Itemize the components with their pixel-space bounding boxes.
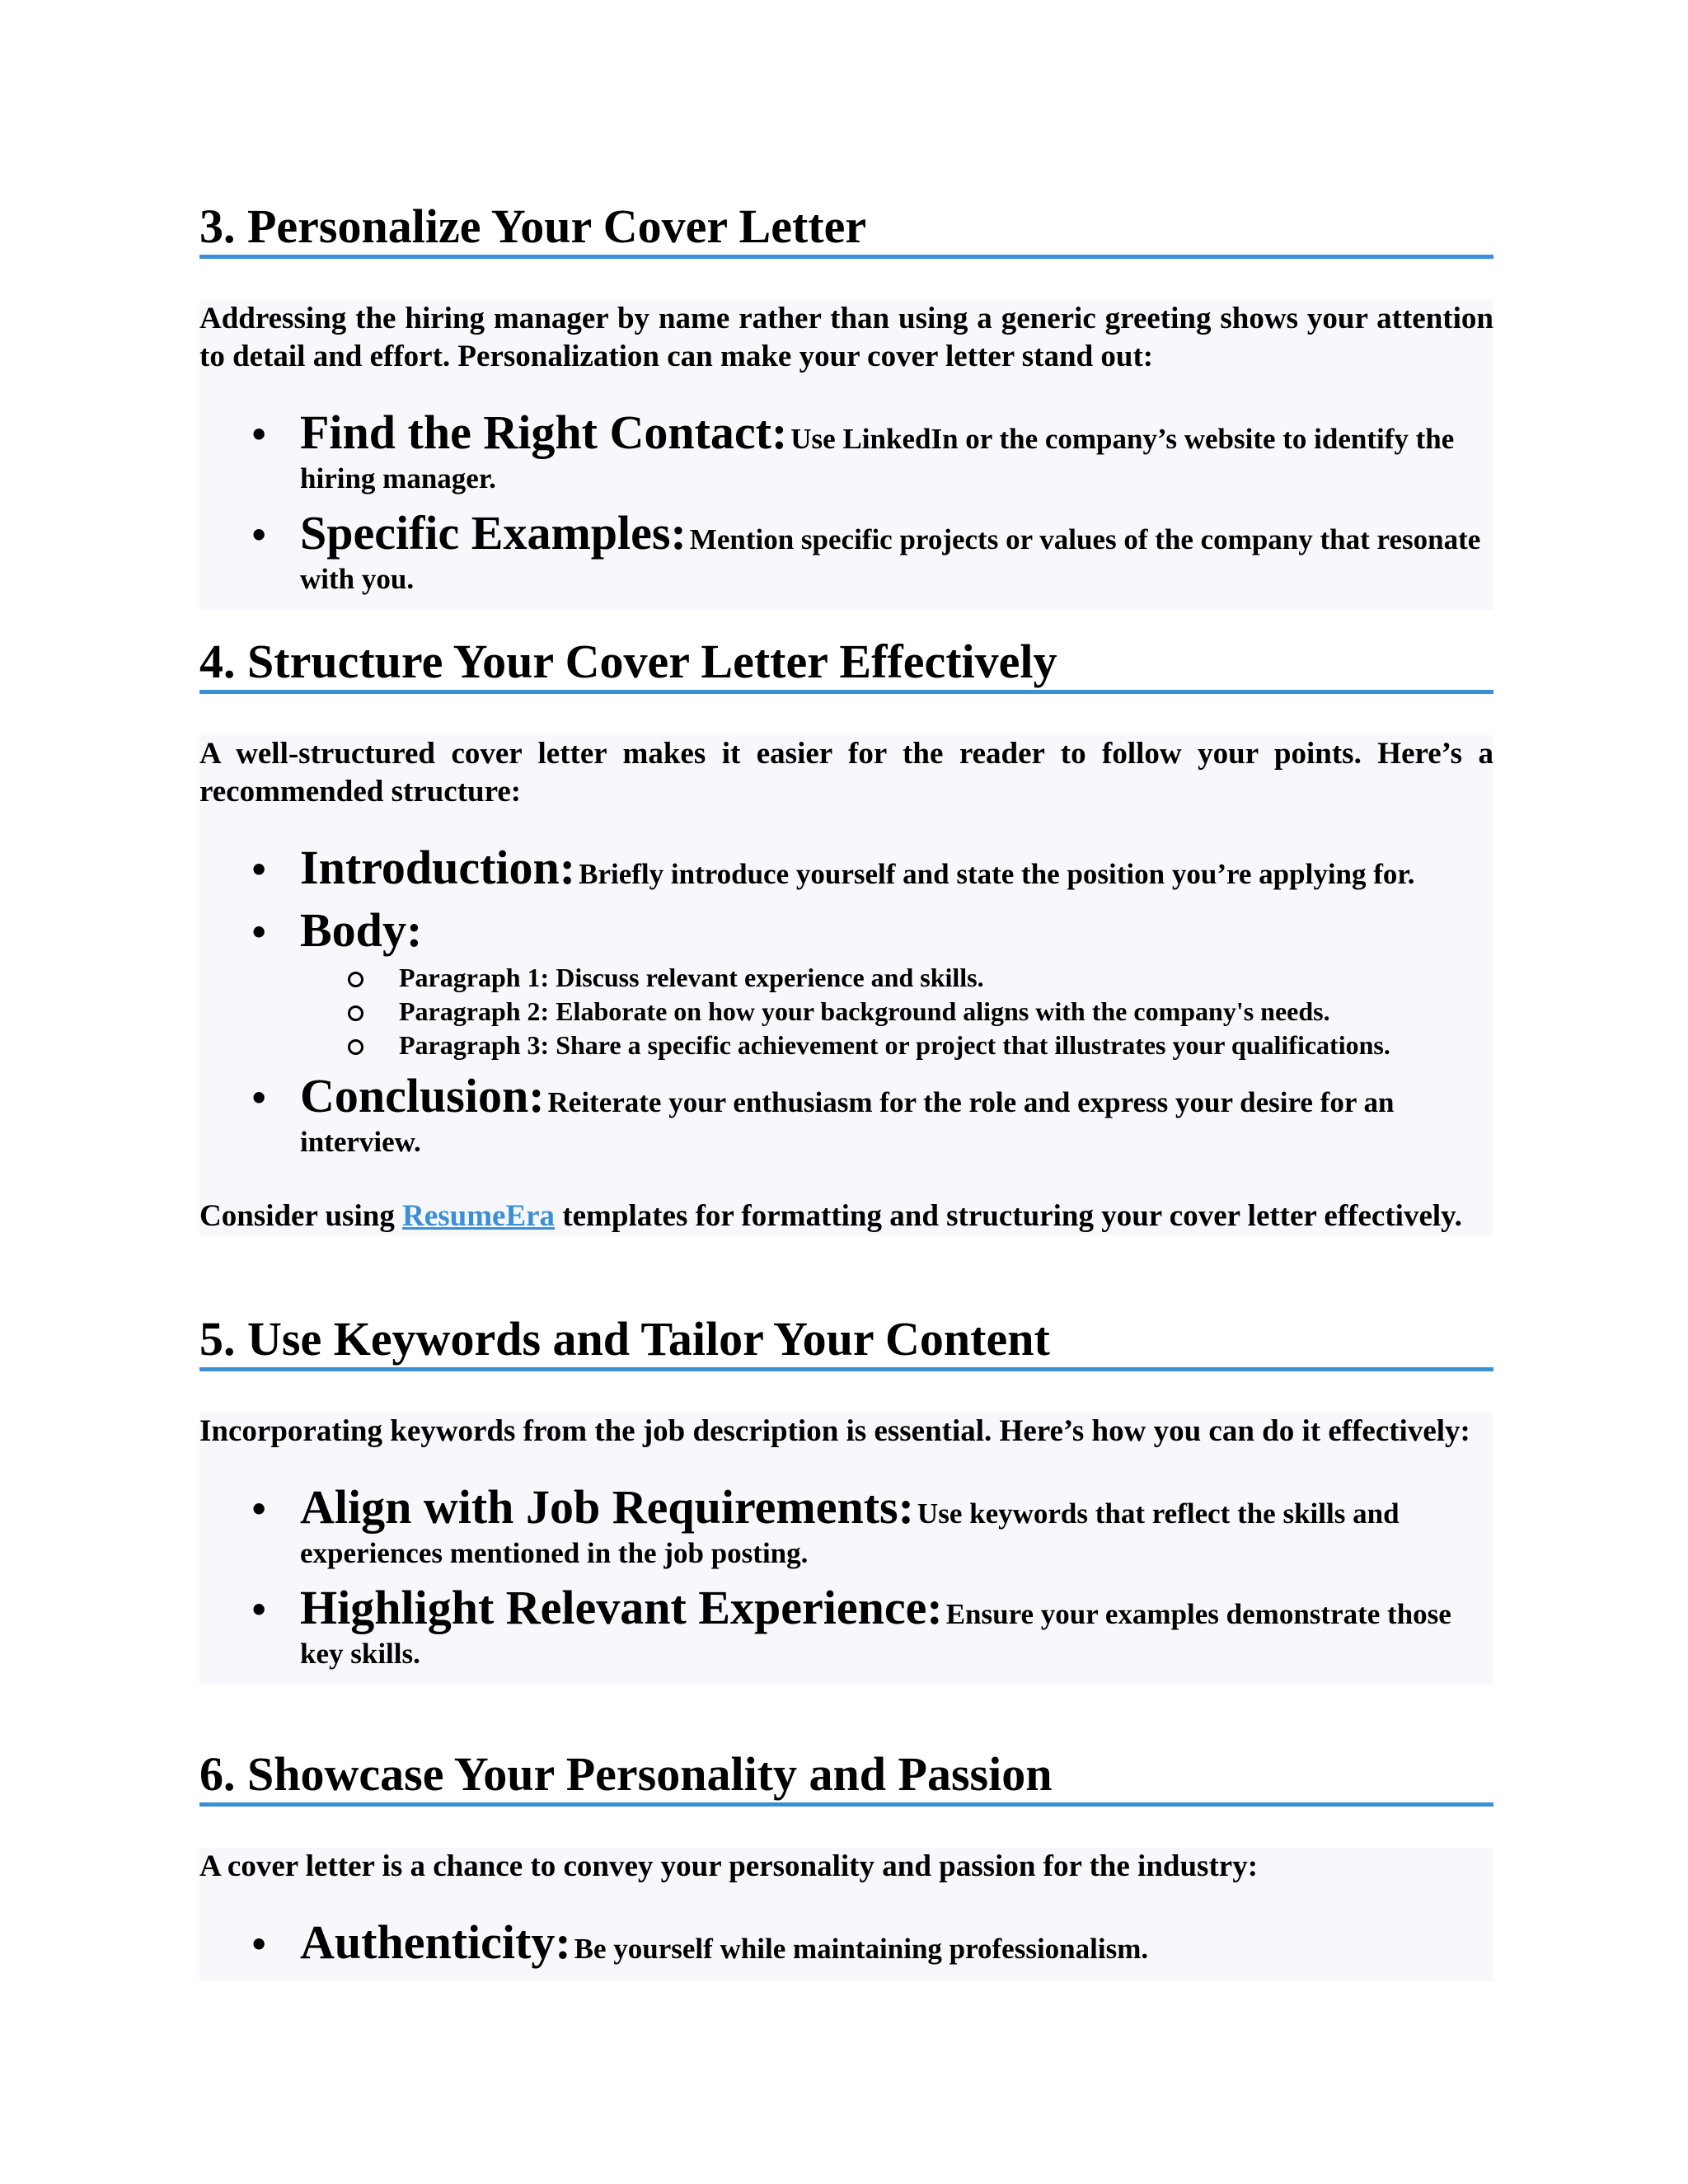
section-body [199, 1413, 1493, 1685]
section-body [199, 1848, 1493, 1981]
sub-item-text: Paragraph 3: Share a specific achievement or project that illustrates your qualifications. [399, 1030, 1390, 1060]
outro-text-before: Consider using [199, 1199, 395, 1233]
bullet-list [249, 376, 1493, 610]
item-desc: Mention specific projects or values of the company that resonate with you. [300, 523, 1481, 595]
bullet-icon: • [249, 915, 270, 951]
intro-paragraph: Incorporating keywords from the job description is essential. Here’s how you can do it effectively: [199, 1414, 1470, 1448]
circle-bullet-icon [348, 972, 363, 987]
sub-list-item [348, 961, 1493, 995]
bullet-icon: • [249, 1492, 270, 1528]
list-item [249, 841, 1493, 895]
circle-bullet-icon [348, 1039, 363, 1055]
sub-item-text: Paragraph 2: Elaborate on how your background aligns with the company's needs. [399, 996, 1330, 1026]
sub-item-text: Paragraph 1: Discuss relevant experience and skills. [399, 963, 984, 992]
bullet-list [249, 811, 1493, 1173]
list-item [249, 1069, 1493, 1161]
item-term: Body: [300, 903, 423, 957]
item-desc: Briefly introduce yourself and state the position you’re applying for. [579, 858, 1415, 890]
bullet-icon: • [249, 417, 270, 453]
list-item [249, 903, 1493, 958]
item-desc: Use LinkedIn or the company’s website to identify the hiring manager. [300, 423, 1455, 494]
section-heading: 6. Showcase Your Personality and Passion [199, 1747, 1053, 1801]
bullet-icon: • [249, 852, 270, 888]
sub-list-item [348, 1029, 1493, 1062]
section-heading: 3. Personalize Your Cover Letter [199, 199, 867, 253]
bullet-list [249, 1451, 1493, 1685]
list-item [249, 506, 1493, 598]
list-item [249, 1581, 1493, 1673]
section-personality [199, 1746, 1493, 1981]
resumeera-link[interactable]: ResumeEra [402, 1199, 556, 1233]
item-term: Introduction: [300, 841, 576, 894]
outro-paragraph [199, 1197, 1493, 1235]
item-term: Align with Job Requirements: [300, 1480, 914, 1534]
item-desc: Reiterate your enthusiasm for the role and express your desire for an interview. [300, 1086, 1395, 1158]
sub-list-item [348, 995, 1493, 1029]
intro-paragraph: Addressing the hiring manager by name rather than using a generic greeting shows your attention to detail and effort. Personalization can make your cover letter stand out: [199, 302, 1493, 373]
item-term: Highlight Relevant Experience: [300, 1581, 943, 1634]
section-structure [199, 633, 1493, 1235]
list-item [249, 1915, 1493, 1970]
outro-text-after: templates for formatting and structuring your cover letter effectively. [562, 1199, 1462, 1233]
bullet-icon: • [249, 1080, 270, 1117]
bullet-list [249, 1886, 1493, 1981]
list-item [249, 405, 1493, 498]
item-term: Specific Examples: [300, 506, 687, 560]
item-desc: Be yourself while maintaining professionalism. [574, 1933, 1149, 1965]
item-term: Find the Right Contact: [300, 405, 788, 459]
bullet-icon: • [249, 1927, 270, 1963]
item-desc: Use keywords that reflect the skills and experiences mentioned in the job posting. [300, 1497, 1400, 1569]
section-keywords [199, 1310, 1493, 1685]
section-body [199, 300, 1493, 610]
item-desc: Ensure your examples demonstrate those key skills. [300, 1598, 1451, 1670]
section-personalize [199, 198, 1493, 610]
list-item [249, 1480, 1493, 1572]
section-body [199, 735, 1493, 1235]
bullet-icon: • [249, 1592, 270, 1629]
section-heading: 5. Use Keywords and Tailor Your Content [199, 1312, 1050, 1366]
intro-paragraph: A cover letter is a chance to convey your personality and passion for the industry: [199, 1849, 1259, 1883]
item-term: Conclusion: [300, 1069, 545, 1122]
circle-bullet-icon [348, 1005, 363, 1021]
bullet-icon: • [249, 518, 270, 554]
section-heading: 4. Structure Your Cover Letter Effectively [199, 635, 1057, 688]
intro-paragraph: A well-structured cover letter makes it easier for the reader to follow your points. Here’s a recommended structure: [199, 737, 1493, 808]
item-term: Authenticity: [300, 1915, 571, 1969]
sub-list [348, 961, 1493, 1062]
